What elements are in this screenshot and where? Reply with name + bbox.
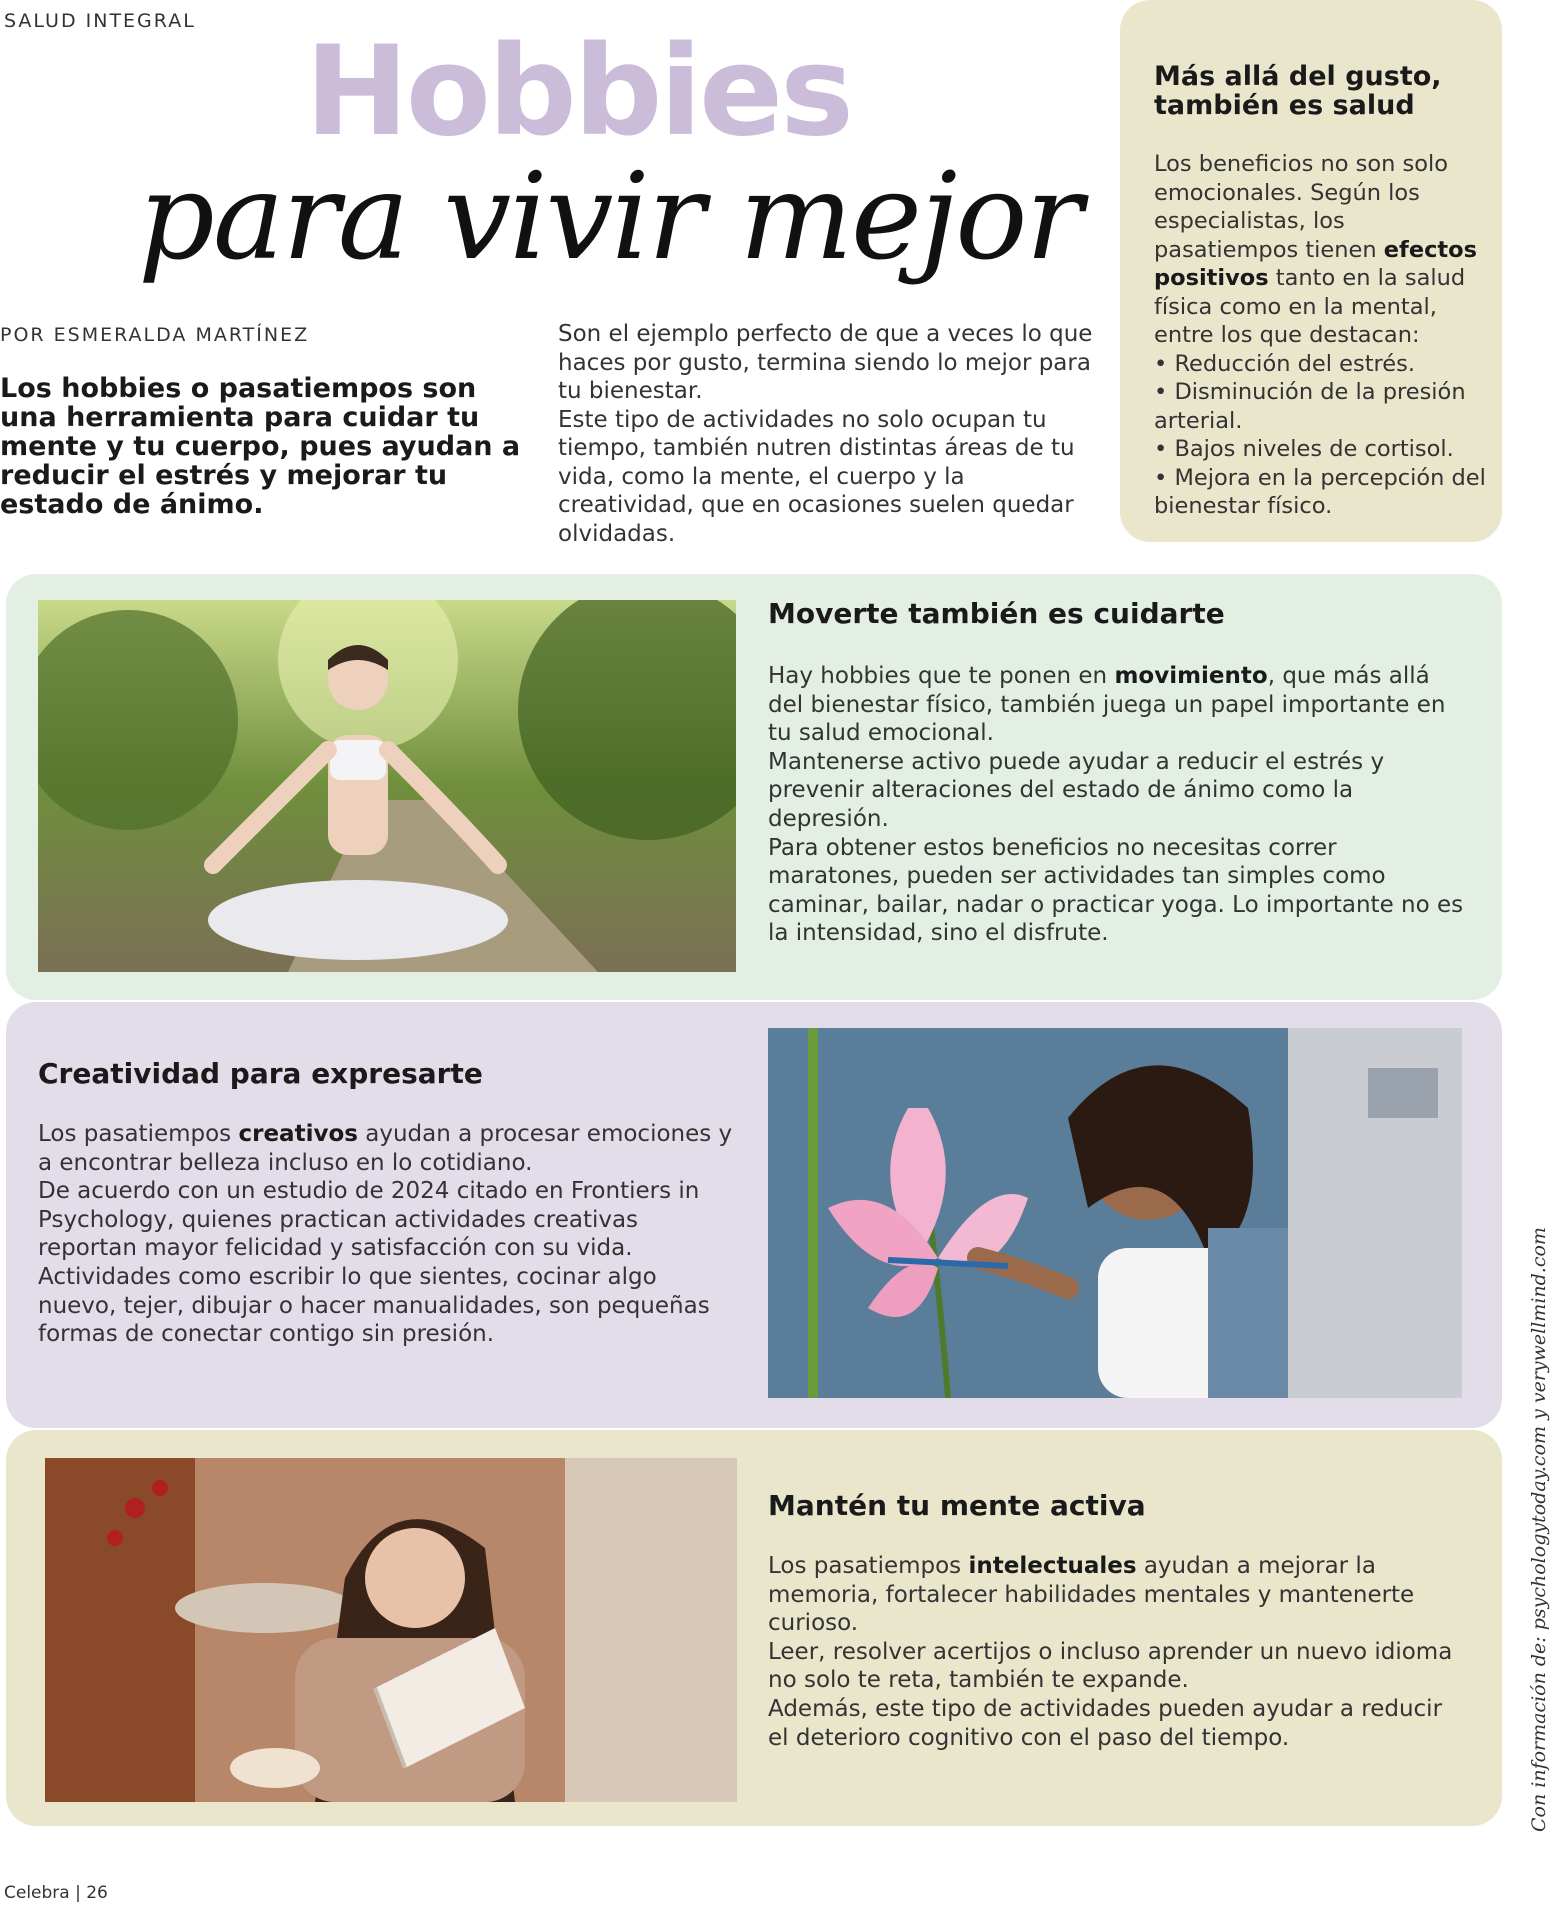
move-paragraph-1: Hay hobbies que te ponen en movimiento, que más allá del bienestar físico, también juega un papel importante en tu salud emocional. bbox=[768, 663, 1446, 747]
create-paragraph-2: De acuerdo con un estudio de 2024 citado en Frontiers in Psychology, quienes practican actividades creativas reportan mayor felicidad y satisfacción con su vida. bbox=[38, 1178, 700, 1262]
painting-photo bbox=[768, 1028, 1462, 1398]
section-title-move: Moverte también es cuidarte bbox=[768, 597, 1225, 630]
move-paragraph-2: Mantenerse activo puede ayudar a reducir el estrés y prevenir alteraciones del estado de ánimo como la depresión. bbox=[768, 748, 1385, 832]
list-item: • Disminución de la presión arterial. bbox=[1154, 378, 1494, 435]
sidebar-body bbox=[1154, 150, 1494, 521]
benefit-list bbox=[1154, 350, 1494, 521]
list-item: • Mejora en la percepción del bienestar físico. bbox=[1154, 464, 1494, 521]
byline: POR ESMERALDA MARTÍNEZ bbox=[0, 324, 310, 346]
source-credit: Con información de: psychologytoday.com y verywellmind.com bbox=[1528, 1227, 1550, 1832]
mind-paragraph-2: Leer, resolver acertijos o incluso aprender un nuevo idioma no solo te reta, también te expande. bbox=[768, 1638, 1453, 1694]
lead-paragraph: Los hobbies o pasatiempos son una herramienta para cuidar tu mente y tu cuerpo, pues ayudan a reducir el estrés y mejorar tu estado de ánimo. bbox=[0, 373, 521, 520]
section-tag: SALUD INTEGRAL bbox=[4, 10, 196, 32]
create-paragraph-1: Los pasatiempos creativos ayudan a procesar emociones y a encontrar belleza incluso en lo cotidiano. bbox=[38, 1121, 733, 1176]
page-subtitle: para vivir mejor bbox=[138, 148, 1081, 287]
reading-photo bbox=[45, 1458, 737, 1802]
page-title: Hobbies bbox=[305, 20, 851, 164]
yoga-photo bbox=[38, 600, 736, 972]
section-body-move bbox=[768, 662, 1468, 948]
intro-paragraph-2: Este tipo de actividades no solo ocupan tu tiempo, también nutren distintas áreas de tu vida, como la mente, el cuerpo y la creatividad, que en ocasiones suelen quedar olvidadas. bbox=[558, 406, 1075, 547]
list-item: • Bajos niveles de cortisol. bbox=[1154, 435, 1494, 464]
move-paragraph-3: Para obtener estos beneficios no necesitas correr maratones, pueden ser actividades tan simples como caminar, bailar, nadar o practicar yoga. Lo importante no es la intensidad, sino el disfrute. bbox=[768, 834, 1464, 947]
section-title-create: Creatividad para expresarte bbox=[38, 1057, 483, 1090]
intro-text bbox=[558, 320, 1098, 548]
mind-paragraph-3: Además, este tipo de actividades pueden ayudar a reducir el deterioro cognitivo con el paso del tiempo. bbox=[768, 1695, 1443, 1751]
page-footer: Celebra | 26 bbox=[4, 1883, 108, 1903]
sidebar-intro: Los beneficios no son solo emocionales. Según los especialistas, los pasatiempos tienen efectos positivos tanto en la salud física como en la mental, entre los que destacan: bbox=[1154, 151, 1478, 348]
sidebar-title: Más allá del gusto, también es salud bbox=[1154, 61, 1442, 121]
section-body-create bbox=[38, 1120, 738, 1349]
mind-paragraph-1: Los pasatiempos intelectuales ayudan a mejorar la memoria, fortalecer habilidades mentales y mantenerte curioso. bbox=[768, 1553, 1415, 1637]
section-title-mind: Mantén tu mente activa bbox=[768, 1489, 1146, 1522]
list-item: • Reducción del estrés. bbox=[1154, 350, 1494, 379]
section-body-mind bbox=[768, 1552, 1468, 1752]
create-paragraph-3: Actividades como escribir lo que sientes, cocinar algo nuevo, tejer, dibujar o hacer manualidades, son pequeñas formas de conectar contigo sin presión. bbox=[38, 1263, 710, 1348]
intro-paragraph-1: Son el ejemplo perfecto de que a veces lo que haces por gusto, termina siendo lo mejor para tu bienestar. bbox=[558, 321, 1093, 404]
